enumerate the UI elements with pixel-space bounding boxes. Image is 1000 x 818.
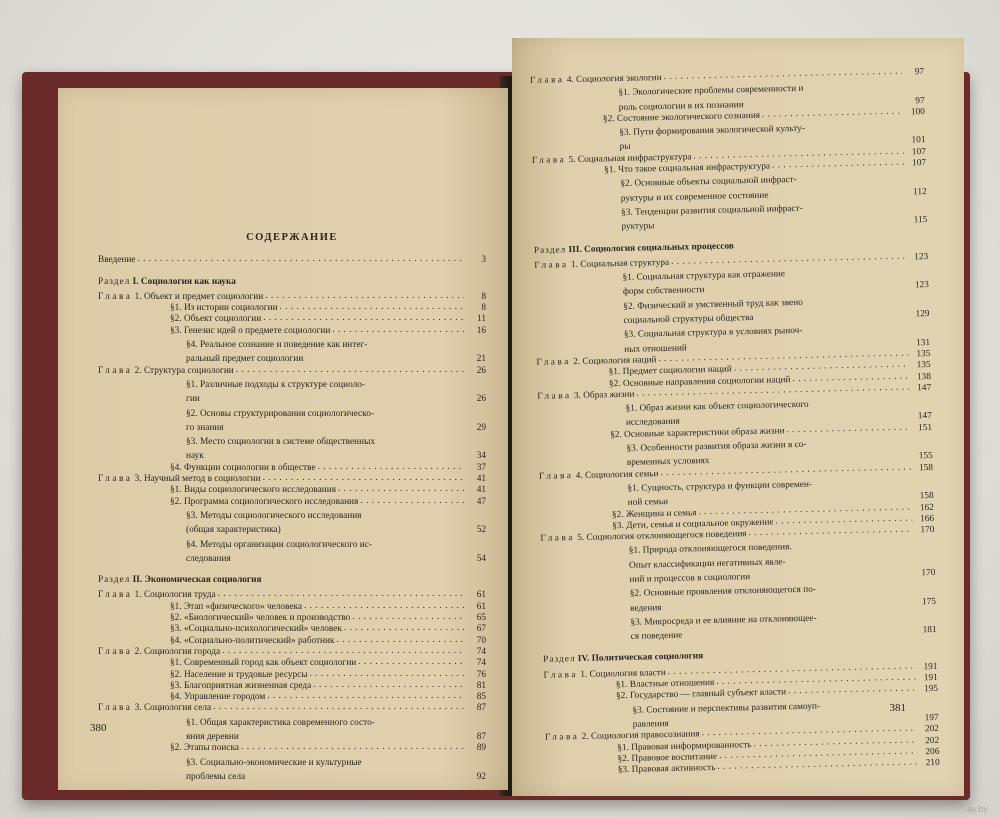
- chapter-title: 3. Социология села: [134, 703, 212, 714]
- entry-title: §1. Правовая информированность: [617, 739, 752, 753]
- entry-title: §1. Природа отклоняющегося поведения.: [628, 542, 792, 557]
- right-page: [512, 38, 964, 796]
- leader-dots: [746, 92, 903, 106]
- entry-title: §1. Этап «физического» человека: [170, 601, 302, 612]
- left-toc: [98, 232, 486, 783]
- toc-paragraph-entry: [98, 508, 486, 522]
- toc-paragraph-entry: [98, 755, 486, 769]
- entry-page-number: 34: [476, 451, 486, 462]
- entry-title: Опыт классификации негативных явле-: [629, 557, 786, 571]
- entry-page-number: 74: [476, 658, 486, 669]
- section-label: Раздел: [543, 654, 576, 666]
- chapter-title: 4. Социология семьи: [575, 468, 659, 481]
- leader-dots: [376, 405, 464, 415]
- entry-title: §4. Методы организации социологического ис-: [186, 539, 373, 550]
- entry-page-number: 195: [923, 684, 939, 695]
- leader-dots: [364, 754, 464, 764]
- entry-page-number: 61: [476, 601, 486, 612]
- entry-title: яния деревни: [186, 731, 239, 742]
- leader-dots: [793, 536, 912, 549]
- entry-page-number: 175: [921, 596, 937, 607]
- entry-page-number: 158: [918, 462, 934, 473]
- entry-page-number: 206: [925, 746, 940, 758]
- entry-title: §3. Пути формирования экологической культу-: [619, 123, 805, 139]
- section-title: IV. Политическая социология: [577, 651, 704, 665]
- section-title: I. Социология как наука: [132, 276, 236, 287]
- entry-page-number: 123: [914, 251, 929, 263]
- right-page-number: 381: [889, 702, 906, 714]
- toc-paragraph-entry: [98, 551, 486, 565]
- chapter-label: Глава: [537, 390, 572, 402]
- entry-page-number: 123: [914, 280, 929, 291]
- leader-dots: [263, 313, 464, 323]
- chapter-title: 3. Научный метод в социологии: [134, 474, 261, 485]
- entry-page-number: 11: [477, 314, 486, 325]
- entry-page-number: 191: [923, 661, 938, 672]
- entry-title: §2. Правовое воспитание: [617, 751, 718, 765]
- entry-title: §1. Сущность, структура и функции современ-: [627, 479, 813, 494]
- chapter-label: Глава: [536, 357, 571, 368]
- leader-dots: [313, 680, 464, 690]
- entry-page-number: 197: [924, 712, 939, 724]
- entry-title: §2. Этапы поиска: [170, 743, 240, 754]
- entry-title: §1. Что такое социальная инфраструктура: [604, 161, 771, 176]
- chapter-label: Глава: [534, 260, 569, 271]
- entry-page-number: 202: [925, 735, 940, 746]
- section-label: Раздел: [98, 276, 131, 287]
- chapter-label: Глава: [98, 291, 133, 302]
- chapter-label: Глава: [540, 533, 575, 544]
- leader-dots: [814, 473, 911, 485]
- entry-title: §2. Программа социологического исследования: [170, 496, 359, 507]
- leader-dots: [367, 376, 464, 386]
- chapter-title: 2. Структура социологии: [134, 365, 234, 376]
- entry-page-number: 67: [476, 624, 486, 635]
- leader-dots: [218, 589, 464, 599]
- leader-dots: [226, 419, 464, 429]
- toc-paragraph-entry: [98, 769, 486, 783]
- entry-page-number: 162: [919, 502, 935, 513]
- entry-title: [98, 366, 234, 377]
- leader-dots: [804, 320, 908, 332]
- entry-page-number: 65: [476, 613, 486, 624]
- chapter-title: 1. Социология труда: [134, 590, 216, 601]
- entry-title: проблемы села: [186, 771, 246, 782]
- entry-page-number: 21: [476, 354, 486, 365]
- leader-dots: [304, 601, 464, 611]
- entry-title: ний и процессов в социологии: [629, 572, 751, 585]
- entry-page-number: 158: [919, 491, 934, 502]
- chapter-title: 2. Социология наций: [573, 355, 657, 368]
- entry-title: §2. Основные характеристики образа жизни: [610, 426, 785, 440]
- chapter-label: Глава: [538, 470, 574, 482]
- entry-title: §1. Экологические проблемы современности и: [618, 84, 804, 99]
- leader-dots: [202, 390, 464, 400]
- entry-title: §2. Основные направления социологии наций: [608, 374, 791, 389]
- entry-title: §3. Социальная структура в условиях рыноч-: [623, 326, 803, 341]
- toc-paragraph-entry: [98, 420, 486, 434]
- chapter-label: Глава: [544, 732, 580, 744]
- chapter-label: Глава: [530, 75, 565, 86]
- toc-paragraph-entry: [98, 522, 486, 536]
- entry-title: §3. «Социально-психологический» человек: [170, 624, 342, 635]
- leader-dots: [799, 169, 905, 181]
- entry-title: ной семьи: [627, 497, 669, 509]
- entry-title: [537, 390, 634, 403]
- leader-dots: [267, 691, 464, 701]
- leader-dots: [352, 612, 464, 622]
- entry-title: §3. Методы социологического исследования: [186, 510, 362, 521]
- entry-page-number: 74: [476, 646, 486, 657]
- entry-title: §2. Население и трудовые ресурсы: [170, 669, 308, 680]
- entry-title: §3. Место социологии в системе общественных: [186, 437, 375, 448]
- entry-page-number: 101: [911, 135, 926, 146]
- entry-title: §2. Физический и умственный труд как звено: [623, 297, 803, 312]
- entry-page-number: 210: [925, 758, 940, 769]
- entry-title: форм собственности: [622, 285, 705, 298]
- toc-paragraph-entry: [98, 729, 486, 743]
- entry-page-number: 97: [914, 67, 925, 78]
- chapter-label: Глава: [98, 365, 133, 376]
- entry-title: [98, 703, 211, 714]
- entry-page-number: 129: [915, 309, 930, 320]
- entry-page-number: 155: [918, 451, 933, 462]
- entry-title: го знания: [186, 422, 224, 433]
- leader-dots: [338, 484, 464, 494]
- entry-title: наук: [186, 451, 204, 462]
- chapter-title: 1. Объект и предмет социологии: [134, 291, 264, 302]
- section-label: Раздел: [98, 575, 131, 586]
- entry-title: §1. Различные подходы к структуре социоло-: [186, 379, 365, 390]
- entry-title: §1. Современный город как объект социологии: [170, 658, 357, 669]
- entry-title: §3. Тенденции развития социальной инфраст-: [621, 203, 803, 218]
- toc-paragraph-entry: [98, 337, 486, 351]
- entry-title: [98, 647, 220, 658]
- section-label: Раздел: [533, 244, 567, 256]
- entry-title: исследования: [625, 417, 680, 429]
- entry-title: [98, 292, 263, 303]
- leader-dots: [318, 462, 464, 472]
- entry-page-number: 89: [476, 743, 486, 754]
- entry-title: ральный предмет социологии: [186, 354, 304, 365]
- chapter-title: 5. Социология отклоняющегося поведения: [577, 529, 747, 544]
- entry-title: [98, 474, 261, 485]
- leader-dots: [206, 447, 464, 457]
- entry-title: §4. Реальное сознание и поведение как интег-: [186, 340, 368, 351]
- leader-dots: [137, 254, 464, 264]
- toc-section-heading: [98, 277, 486, 288]
- leader-dots: [787, 263, 907, 276]
- leader-dots: [369, 336, 464, 346]
- entry-title: §2. Основные проявления отклоняющегося по-: [629, 584, 817, 600]
- entry-page-number: 131: [916, 337, 931, 348]
- toc-heading: СОДЕРЖАНИЕ: [246, 232, 338, 243]
- entry-title: §2. Основные объекты социальной инфраст-: [620, 175, 797, 190]
- entry-page-number: 202: [924, 724, 940, 735]
- entry-page-number: 191: [923, 672, 938, 684]
- entry-title: §1. Предмет социологии наций: [608, 364, 732, 378]
- toc-paragraph-entry: [98, 377, 486, 391]
- entry-title: руктуры и их современное состояние: [620, 190, 769, 204]
- entry-title: §1. Образ жизни как объект социологического: [625, 399, 809, 415]
- entry-title: равления: [632, 718, 669, 730]
- entry-page-number: 37: [476, 462, 486, 473]
- leader-dots: [818, 607, 914, 619]
- entry-title: §1. Виды социологического исследования: [170, 485, 337, 496]
- entry-page-number: 87: [476, 703, 486, 714]
- entry-title: ведения: [629, 602, 662, 614]
- leader-dots: [787, 550, 913, 563]
- entry-page-number: 26: [476, 365, 486, 376]
- entry-title: §4. «Социально-политический» работник: [170, 635, 335, 646]
- toc-section-heading: [98, 575, 486, 586]
- leader-dots: [344, 623, 464, 633]
- entry-page-number: 166: [920, 513, 935, 525]
- entry-title: §2. Основы структурирования социологическо-: [186, 408, 374, 419]
- entry-page-number: 8: [481, 291, 486, 302]
- leader-dots: [810, 394, 909, 406]
- entry-title: §1. Общая характеристика современного состо-: [186, 717, 375, 728]
- leader-dots: [770, 183, 905, 196]
- entry-page-number: 170: [920, 525, 935, 536]
- leader-dots: [363, 507, 464, 517]
- entry-title: [98, 590, 216, 601]
- entry-page-number: 147: [917, 411, 932, 422]
- entry-title: §1. Властные отношения: [615, 678, 715, 691]
- leader-dots: [337, 635, 464, 645]
- entry-page-number: 29: [476, 422, 486, 433]
- leader-dots: [213, 702, 464, 712]
- entry-page-number: 76: [476, 669, 486, 680]
- leader-dots: [805, 291, 908, 303]
- entry-title: §2. Государство — главный субъект власти: [615, 687, 787, 702]
- chapter-title: 3. Образ жизни: [573, 389, 635, 401]
- right-entry-list: [530, 67, 940, 778]
- left-page: [58, 88, 508, 790]
- chapter-title: 5. Социальная инфраструктура: [568, 152, 692, 165]
- entry-title: §2. Женщина и семья: [611, 507, 697, 520]
- entry-title: §1. Из истории социологии: [170, 303, 278, 314]
- entry-title: временных условиях: [626, 456, 710, 469]
- chapter-title: 2. Социология города: [134, 646, 221, 657]
- chapter-label: Глава: [531, 154, 567, 166]
- entry-title: §2. Объект социологии: [170, 314, 262, 325]
- entry-title: §2. Состояние экологического сознания: [602, 110, 761, 125]
- chapter-label: Глава: [98, 474, 133, 485]
- leader-dots: [241, 728, 464, 738]
- entry-page-number: 8: [481, 303, 486, 314]
- leader-dots: [236, 365, 464, 375]
- entry-page-number: 135: [916, 360, 931, 371]
- chapter-title: 1. Социальная структура: [570, 257, 670, 270]
- toc-paragraph-entry: [98, 448, 486, 462]
- entry-title: §3. Особенности развития образа жизни в со-: [626, 439, 807, 454]
- toc-paragraph-entry: [98, 406, 486, 420]
- entry-title: ся поведение: [630, 630, 683, 643]
- leader-dots: [374, 536, 464, 546]
- entry-title: §2. «Биологический» человек и производство: [170, 613, 351, 624]
- entry-page-number: 100: [910, 106, 926, 118]
- toc-paragraph-entry: [98, 434, 486, 448]
- watermark: ay.by: [967, 804, 988, 814]
- entry-title: §3. Правовая активность: [617, 763, 716, 776]
- entry-title: §3. Микросреда и ее влияние на отклоняющее-: [630, 613, 817, 628]
- entry-title: §3. Состояние и перспективы развития самоуп-: [632, 701, 821, 716]
- entry-title: роль социологии в их познании: [618, 99, 744, 113]
- entry-page-number: 16: [476, 325, 486, 336]
- chapter-label: Глава: [98, 703, 133, 714]
- toc-paragraph-entry: [98, 351, 486, 365]
- leader-dots: [305, 350, 464, 360]
- left-entry-list: [98, 255, 486, 783]
- entry-page-number: 26: [476, 394, 486, 405]
- entry-page-number: 52: [476, 525, 486, 536]
- entry-page-number: 147: [917, 382, 932, 394]
- entry-page-number: 47: [476, 496, 486, 507]
- entry-title: ры: [619, 142, 631, 153]
- leader-dots: [247, 768, 464, 778]
- entry-page-number: 170: [921, 567, 936, 579]
- toc-paragraph-entry: [98, 391, 486, 405]
- leader-dots: [360, 496, 464, 506]
- entry-title: (общая характеристика): [186, 525, 281, 536]
- entry-page-number: 54: [476, 553, 486, 564]
- entry-title: гии: [186, 394, 200, 405]
- entry-page-number: 115: [913, 215, 928, 226]
- leader-dots: [818, 579, 914, 591]
- leader-dots: [263, 473, 464, 483]
- left-page-number: 380: [90, 722, 107, 734]
- entry-page-number: 151: [918, 422, 933, 434]
- toc-intro-entry: [98, 255, 486, 266]
- entry-title: §3. Дети, семья и социальное окружение: [612, 517, 774, 532]
- entry-page-number: 85: [476, 692, 486, 703]
- leader-dots: [755, 306, 907, 319]
- entry-title: §3. Благоприятная жизненная среда: [170, 680, 312, 691]
- entry-title: §4. Функции социологии в обществе: [170, 462, 316, 473]
- entry-page-number: 87: [476, 731, 486, 742]
- entry-title: следования: [186, 553, 231, 564]
- leader-dots: [280, 302, 464, 312]
- entry-page-number: 61: [476, 590, 486, 601]
- chapter-title: 2. Социология правосознания: [581, 729, 700, 743]
- entry-page-number: 107: [911, 146, 926, 158]
- entry-page-number: 41: [476, 474, 486, 485]
- leader-dots: [283, 521, 464, 531]
- entry-title: §1. Социальная структура как отражение: [622, 269, 786, 284]
- entry-title: Введение: [98, 255, 136, 266]
- section-title: III. Социология социальных процессов: [568, 240, 734, 255]
- entry-page-number: 92: [476, 771, 486, 782]
- chapter-title: 1. Социология власти: [580, 667, 666, 680]
- leader-dots: [222, 646, 464, 656]
- leader-dots: [377, 714, 464, 724]
- entry-page-number: 135: [916, 348, 931, 360]
- leader-dots: [241, 742, 464, 752]
- chapter-label: Глава: [98, 646, 133, 657]
- entry-page-number: 97: [915, 95, 925, 106]
- leader-dots: [808, 433, 910, 445]
- leader-dots: [265, 291, 464, 301]
- entry-page-number: 112: [913, 186, 927, 198]
- entry-page-number: 81: [476, 680, 486, 691]
- entry-page-number: 181: [922, 625, 937, 636]
- entry-title: социальной структуры общества: [623, 313, 754, 326]
- entry-page-number: 3: [481, 255, 486, 266]
- leader-dots: [807, 118, 904, 130]
- entry-title: §3. Генезис идей о предмете социологии: [170, 325, 331, 336]
- leader-dots: [805, 78, 902, 90]
- entry-title: ных отношений: [624, 343, 687, 355]
- toc-paragraph-entry: [98, 537, 486, 551]
- entry-page-number: 107: [912, 158, 927, 169]
- leader-dots: [332, 325, 464, 335]
- section-title: II. Экономическая социология: [132, 575, 262, 586]
- leader-dots: [358, 657, 464, 667]
- chapter-title: 4. Социология экологии: [566, 73, 662, 86]
- leader-dots: [310, 669, 464, 679]
- leader-dots: [805, 197, 906, 209]
- entry-page-number: 70: [476, 635, 486, 646]
- chapter-label: Глава: [98, 590, 133, 601]
- right-toc: [530, 67, 940, 778]
- toc-paragraph-entry: [98, 715, 486, 729]
- entry-page-number: 138: [916, 371, 932, 382]
- entry-page-number: 41: [476, 485, 486, 496]
- entry-title: §4. Управление городом: [170, 692, 266, 703]
- leader-dots: [233, 550, 464, 560]
- chapter-label: Глава: [543, 669, 579, 681]
- entry-title: §3. Социально-экономические и культурные: [186, 757, 362, 768]
- leader-dots: [377, 433, 464, 443]
- entry-title: руктуры: [621, 221, 655, 233]
